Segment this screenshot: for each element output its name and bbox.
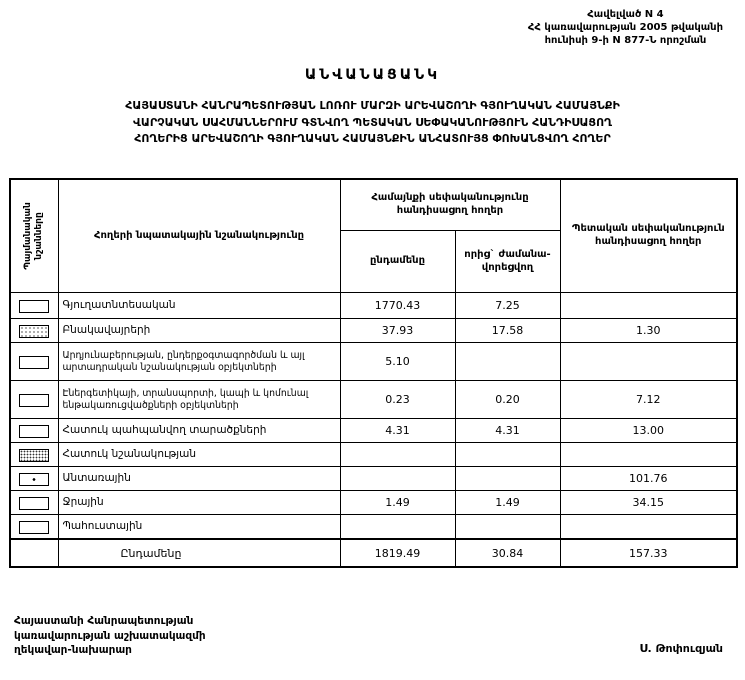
table-row [10,467,737,491]
value-state [560,343,737,381]
symbol-cell [10,293,58,319]
symbol-cell [10,319,58,343]
total-value-of-which: 30.84 [455,539,560,567]
symbol-cell [10,443,58,467]
value-state: 7.12 [560,381,737,419]
symbol-cell [10,343,58,381]
document-title: ԱՆՎԱՆԱՑԱՆԿ [304,67,441,83]
appendix-line: հունիսի 9-ի N 877-Ն որոշման [544,35,707,46]
table-row [10,319,737,343]
legend-swatch [19,425,49,438]
value-total: 5.10 [340,343,455,381]
legend-swatch [19,300,49,313]
subtitle-line: ՀՈՂԵՐԻՑ ԱՐԵՎԱՇՈՂԻ ԳՅՈՒՂԱԿԱՆ ՀԱՄԱՅՆՔԻՆ ԱՆՀԱՏՈՒՅՑ ՓՈԽԱՆՑՎՈՂ ՀՈՂԵՐ [134,132,611,145]
value-total: 0.23 [340,381,455,419]
value-total: 1770.43 [340,293,455,319]
land-category: Բնակավայրերի [58,319,340,343]
land-category: Ջրային [58,491,340,515]
value-of-which [455,443,560,467]
symbol-cell [10,467,58,491]
issuer-line: կառավարության աշխատակազմի [14,629,206,642]
subtitle-line: ՀԱՅԱՍՏԱՆԻ ՀԱՆՐԱՊԵՏՈՒԹՅԱՆ ԼՈՌՈՒ ՄԱՐԶԻ ԱՐԵՎԱՇՈՂԻ ԳՅՈՒՂԱԿԱՆ ՀԱՄԱՅՆՔԻ [125,99,620,112]
land-category: Անտառային [58,467,340,491]
legend-swatch [19,497,49,510]
document-footer [0,614,745,658]
symbol-cell [10,381,58,419]
land-category: Պահուստային [58,515,340,540]
value-of-which [455,467,560,491]
symbol-cell-empty [10,539,58,567]
table-row [10,343,737,381]
column-header-total: ընդամենը [340,231,455,293]
symbol-cell [10,515,58,540]
value-state: 101.76 [560,467,737,491]
value-total: 4.31 [340,419,455,443]
column-header-state: Պետական սեփականություն հանդիսացող հողեր [560,179,737,293]
value-total: 37.93 [340,319,455,343]
appendix-block [528,8,723,47]
column-group-community: Համայնքի սեփականությունը հանդիսացող հողեր [340,179,560,231]
value-state [560,515,737,540]
appendix-line: Հավելված N 4 [587,9,664,20]
table-row [10,491,737,515]
document-subtitle [0,98,745,148]
value-total [340,515,455,540]
total-value-state: 157.33 [560,539,737,567]
value-of-which: 0.20 [455,381,560,419]
value-total [340,443,455,467]
total-label: Ընդամենը [58,539,340,567]
column-header-symbols-label: Պայմանական նշանները [23,202,45,270]
table-row [10,293,737,319]
legend-swatch [19,473,49,486]
value-state: 34.15 [560,491,737,515]
land-category: Արդյունաբերության, ընդերքօգտագործման և այլ արտադրական նշանակության օբյեկտների [58,343,340,381]
value-state: 1.30 [560,319,737,343]
value-state: 13.00 [560,419,737,443]
subtitle-line: ՎԱՐՉԱԿԱՆ ՍԱՀՄԱՆՆԵՐՈՒՄ ԳՏՆՎՈՂ ՊԵՏԱԿԱՆ ՍԵՓԱԿԱՆՈՒԹՅՈՒՆ ՀԱՆԴԻՍԱՑՈՂ [133,115,612,129]
column-header-purpose: Հողերի նպատակային նշանակությունը [58,179,340,293]
land-category: Գյուղատնտեսական [58,293,340,319]
table-row [10,443,737,467]
issuer-line: Հայաստանի Հանրապետության [14,615,194,627]
legend-swatch [19,394,49,407]
value-of-which: 4.31 [455,419,560,443]
symbol-cell [10,491,58,515]
value-of-which: 17.58 [455,319,560,343]
column-header-symbols [10,179,58,293]
table-row [10,419,737,443]
value-of-which: 7.25 [455,293,560,319]
value-of-which: 1.49 [455,491,560,515]
table-row [10,381,737,419]
legend-swatch [19,449,49,462]
value-total: 1.49 [340,491,455,515]
land-category: Հատուկ պահպանվող տարածքների [58,419,340,443]
appendix-line: ՀՀ կառավարության 2005 թվականի [527,22,723,33]
column-header-of-which: որից` ժամանա- վորեցվող [455,231,560,293]
value-state [560,443,737,467]
legend-swatch [19,521,49,534]
signature-name: Ս. Թոփուզյան [639,641,723,655]
value-of-which [455,515,560,540]
legend-swatch [19,356,49,369]
issuer-line: ղեկավար-նախարար [14,644,132,657]
value-of-which [455,343,560,381]
table-total-row [10,539,737,567]
value-total [340,467,455,491]
total-value-total: 1819.49 [340,539,455,567]
value-state [560,293,737,319]
table-row [10,515,737,540]
land-category: Էներգետիկայի, տրանսպորտի, կապի և կոմունալ ենթակառուցվածքների օբյեկտների [58,381,340,419]
issuer-block [14,614,206,658]
land-table [9,178,738,569]
legend-swatch [19,325,49,338]
symbol-cell [10,419,58,443]
land-category: Հատուկ նշանակության [58,443,340,467]
